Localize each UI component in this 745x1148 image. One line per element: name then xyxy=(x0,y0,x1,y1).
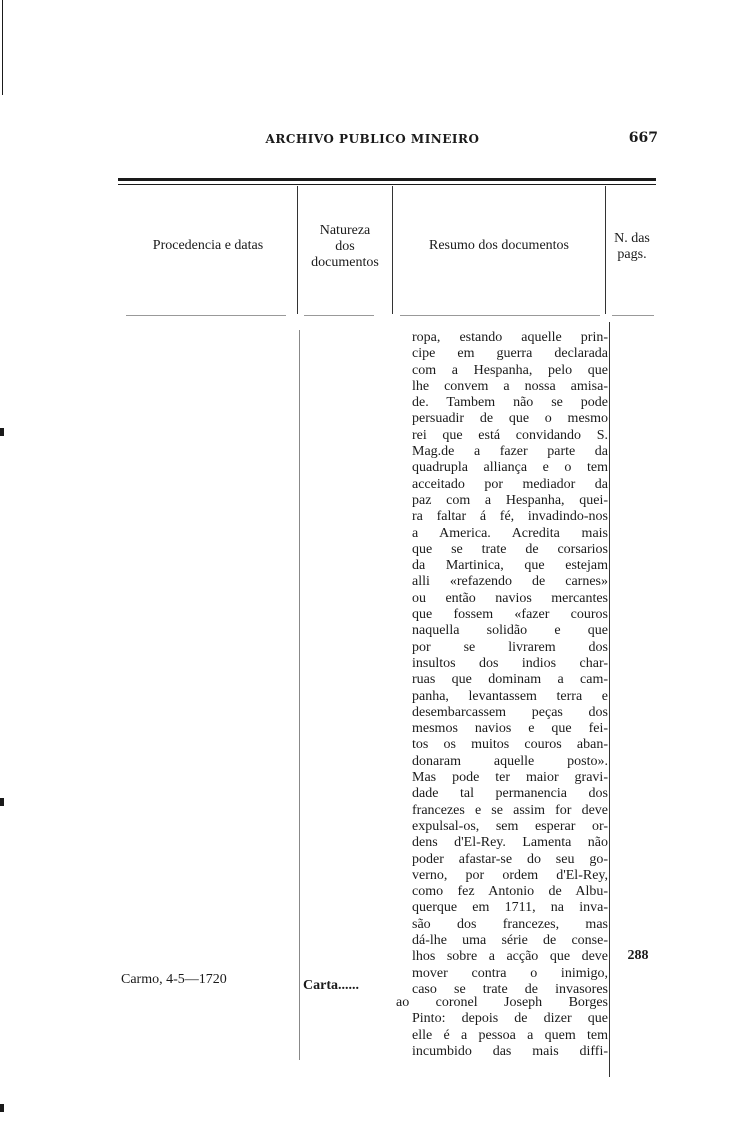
text-line: com a Hespanha, pelo que xyxy=(412,362,608,378)
scan-mark xyxy=(0,798,4,806)
text-line: paz com a Hespanha, quei- xyxy=(412,492,608,508)
text-line: que se trate de corsarios xyxy=(412,541,608,557)
text-line: panha, levantassem terra e xyxy=(412,688,608,704)
text-line: que fossem «fazer couros xyxy=(412,607,608,623)
text-line: insultos dos indios char- xyxy=(412,655,608,671)
text-line: Mag.de a fazer parte da xyxy=(412,444,608,460)
text-line: a America. Acredita mais xyxy=(412,525,608,541)
text-line: cipe em guerra declarada xyxy=(412,346,608,362)
text-line: quadrupla alliança e o tem xyxy=(412,460,608,476)
text-line: incumbido das mais diffi- xyxy=(412,1043,608,1059)
entry-procedencia: Carmo, 4-5—1720 xyxy=(121,972,227,987)
running-head: ARCHIVO PUBLICO MINEIRO xyxy=(265,132,480,146)
column-header-resumo: Resumo dos documentos xyxy=(429,238,569,253)
text-line: dens d'El-Rey. Lamenta não xyxy=(412,835,608,851)
summary-text xyxy=(412,330,608,998)
entry-pags: 288 xyxy=(627,948,649,963)
text-line: por se livrarem dos xyxy=(412,639,608,655)
text-line: de. Tambem não se pode xyxy=(412,395,608,411)
entry-natureza: Carta...... xyxy=(303,978,359,993)
text-line: donaram aquelle posto». xyxy=(412,753,608,769)
text-line: mesmos navios e que fei- xyxy=(412,721,608,737)
text-line: elle é a pessoa a quem tem xyxy=(412,1027,608,1043)
header-divider xyxy=(126,315,286,316)
page-number: 667 xyxy=(628,130,658,146)
top-rule-thin xyxy=(118,184,656,185)
text-line: tos os muitos couros aban- xyxy=(412,737,608,753)
text-line: rei que está convidando S. xyxy=(412,427,608,443)
text-line: alli «refazendo de carnes» xyxy=(412,574,608,590)
text-line: Pinto: depois de dizer que xyxy=(412,1011,608,1027)
text-line: ruas que dominam a cam- xyxy=(412,672,608,688)
text-line: expulsal-os, sem esperar or- xyxy=(412,818,608,834)
top-rule xyxy=(118,178,656,181)
column-header-pags: N. das pags. xyxy=(614,231,650,262)
text-line: francezes e se assim for deve xyxy=(412,802,608,818)
scan-edge-line xyxy=(2,0,3,95)
text-line: persuadir de que o mesmo xyxy=(412,411,608,427)
column-divider xyxy=(299,330,300,1060)
text-line: ropa, estando aquelle prin- xyxy=(412,330,608,345)
text-line: poder afastar-se do seu go- xyxy=(412,851,608,867)
text-line: lhe convem a nossa amisa- xyxy=(412,378,608,394)
text-line: querque em 1711, na inva- xyxy=(412,900,608,916)
continuation-text xyxy=(396,995,608,1060)
text-line: ra faltar á fé, invadindo-nos xyxy=(412,509,608,525)
text-line: dade tal permanencia dos xyxy=(412,786,608,802)
header-divider xyxy=(612,315,654,316)
column-header-natureza: Natureza dos documentos xyxy=(311,223,379,270)
column-divider xyxy=(609,322,610,1077)
text-line: naquella solidão e que xyxy=(412,623,608,639)
text-line: mover contra o inimigo, xyxy=(412,965,608,981)
text-line: são dos francezes, mas xyxy=(412,916,608,932)
text-line: acceitado por mediador da xyxy=(412,476,608,492)
text-line: da Martinica, que estejam xyxy=(412,558,608,574)
header-divider xyxy=(304,315,374,316)
column-header-procedencia: Procedencia e datas xyxy=(152,238,264,253)
header-divider xyxy=(400,315,600,316)
text-line: como fez Antonio de Albu- xyxy=(412,884,608,900)
text-line: lhos sobre a acção que deve xyxy=(412,949,608,965)
text-line: Mas pode ter maior gravi- xyxy=(412,770,608,786)
text-line: ou então navios mercantes xyxy=(412,590,608,606)
scan-mark xyxy=(0,428,4,436)
text-line: verno, por ordem d'El-Rey, xyxy=(412,867,608,883)
text-line: dá-lhe uma série de conse- xyxy=(412,932,608,948)
text-line: ao coronel Joseph Borges xyxy=(396,995,608,1010)
text-line: caso se trate de invasores xyxy=(412,981,608,997)
column-divider xyxy=(392,186,393,314)
text-line: desembarcassem peças dos xyxy=(412,704,608,720)
scan-mark xyxy=(0,1104,4,1112)
